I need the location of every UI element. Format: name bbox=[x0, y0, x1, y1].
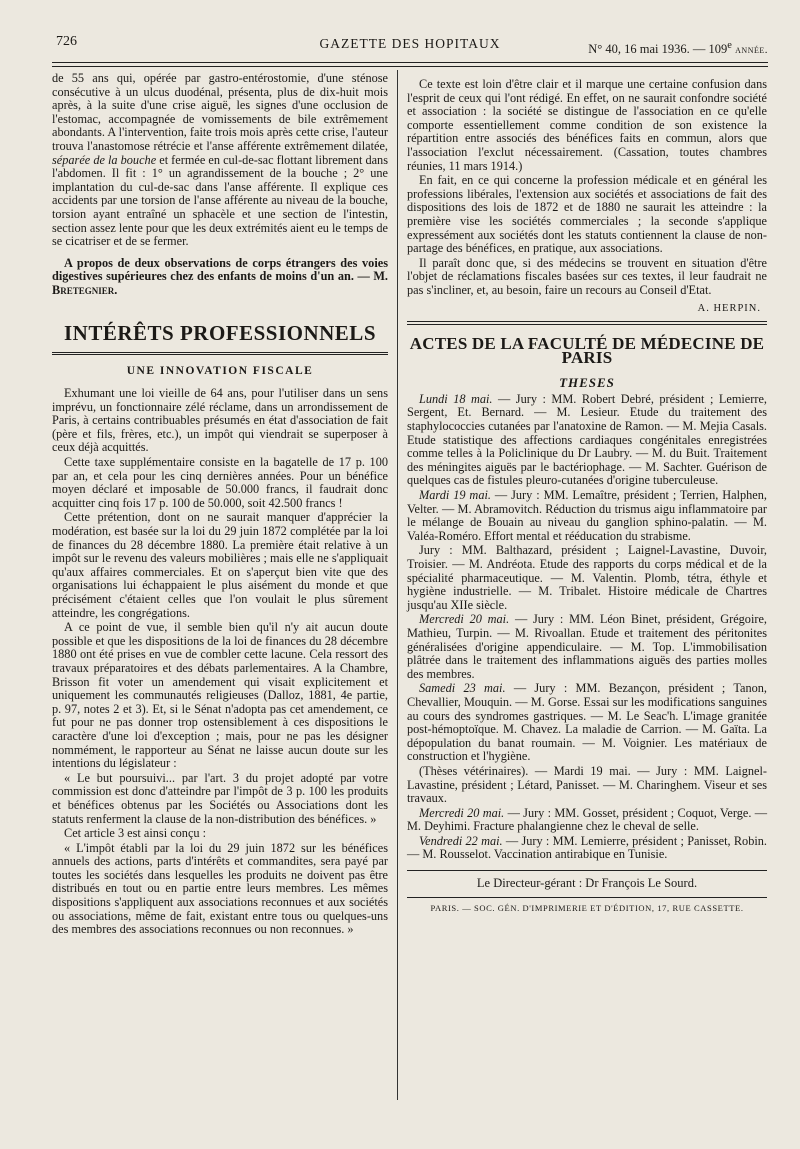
thesis-entry bbox=[407, 807, 767, 834]
communication-title bbox=[52, 257, 388, 298]
article-paragraph: En fait, en ce qui concerne la profession médicale et en général les professions libérales, l'extension aux sociétés et associations de fait des dispositions des lois de 1872 et de 1880 ne saurait les atteindre : la première vise les sociétés commerciales ; la seconde s'applique expressément aux sociétés dont les statuts contiennent la clause de non-partage des bénéfices, en pratique, aux associations. bbox=[407, 173, 767, 256]
thesis-day: Mercredi 20 mai. bbox=[419, 612, 510, 627]
article-paragraph: Cet article 3 est ainsi conçu : bbox=[64, 826, 207, 841]
issue-info bbox=[588, 40, 768, 57]
intro-italic: séparée de la bouche bbox=[52, 152, 157, 167]
thesis-day: Mardi 19 mai. bbox=[419, 488, 491, 503]
section-title-actes: ACTES DE LA FACULTÉ DE MÉDECINE DE PARIS bbox=[409, 334, 765, 367]
footer-rule bbox=[407, 870, 767, 871]
thesis-day: Mercredi 20 mai. bbox=[419, 805, 505, 820]
article-paragraph: A ce point de vue, il semble bien qu'il n'y ait aucun doute possible et que les dispositions de la loi de finances du 28 décembre 1880 ont été prises en vue de combler cette lacune. Cela ressort des travaux préparatoires et des débats parlementaires. A la Chambre, Brisson fit voter un amendement qui visait explicitement et uniquement les communautés religieuses (Dalloz, 1881, 4e partie, p. 97, notes 2 et 3). Et, si le Sénat n'adopta pas cet amendement, ce fut pour ne pas donner trop ostensiblement à ces dispositions le caractère d'une loi d'exception ; mais, pour ne pas les désigner nommément, le rapporteur au Sénat ne laisse aucun doute sur les intentions du législateur : bbox=[52, 620, 388, 771]
subsection-title: UNE INNOVATION FISCALE bbox=[126, 364, 314, 377]
thesis-text: (Thèses vétérinaires). — Mardi 19 mai. — Jury : MM. Laignel-Lavastine, président ; Létard, Panisset. — M. Charinghem. Viseur et ses travaux. bbox=[407, 763, 767, 806]
column-divider bbox=[397, 70, 398, 1100]
theses-heading: THESES bbox=[559, 375, 615, 391]
header-rule-top bbox=[52, 62, 768, 63]
thesis-day: Samedi 23 mai. bbox=[419, 681, 506, 696]
issue-year-label: année. bbox=[731, 44, 768, 57]
journal-title: GAZETTE DES HOPITAUX bbox=[319, 36, 501, 51]
page-header bbox=[52, 32, 768, 56]
article-paragraph: Cette prétention, dont on ne saurait manquer d'apprécier la modération, est basée sur la loi du 29 juin 1872 complétée par la loi de finances du 28 décembre 1880. La première était relative à un impôt sur le revenu des valeurs mobilières ; mais elle ne s'appliquait qu'aux affaires commerciales. Et on s'aperçut bien vite que des organisations lui échappaient le plus aisément du monde et que précisément c'étaient celles que l'on voulait le plus sûrement atteindre, les congrégations. bbox=[52, 510, 388, 620]
thesis-entry bbox=[407, 613, 767, 681]
article-paragraph: Exhumant une loi vieille de 64 ans, pour l'utiliser dans un sens imprévu, un fonctionnaire zélé réclame, dans un arrondissement de Paris, à certains contribuables présumés en état d'association de fait (père et fils, frères, etc.), un impôt qui viendrait se superposer à ceux déjà acquittés. bbox=[52, 386, 388, 455]
article-paragraph: Il paraît donc que, si des médecins se trouvent en situation d'être l'objet de réclamations fiscales basées sur ces textes, il leur faudrait ne pas s'incliner, et, au besoin, faire un recours au Conseil d'Etat. bbox=[407, 255, 767, 297]
right-column bbox=[407, 78, 767, 915]
intro-text-end: et fermée en cul-de-sac flottant librement dans l'abdomen. Il fit : 1° un agrandissement de la bouche ; 2° une implantation du cul-de-sac dans l'anse afférente. Il explique ces accidents par une torsion de l'anse afférente au niveau de la bouche, torsion ayant entraîné un sphacèle et une section de l'intestin, section assez lente pour que les deux extrémités aient eu le temps de se cicatriser et de se fermer. bbox=[52, 152, 388, 249]
thesis-entry bbox=[407, 682, 767, 764]
thesis-entry bbox=[407, 765, 767, 806]
thesis-text: — Jury : MM. Léon Binet, président, Grégoire, Mathieu, Turpin. — M. Rivoallan. Etude et traitement des péritonites généralisées d'origine appendiculaire. — M. Top. L'immobilisation plâtrée dans le traitement des inflammations aiguës des parties molles des membres. bbox=[407, 612, 767, 681]
issue-superscript: e bbox=[727, 40, 732, 51]
director-line: Le Directeur-gérant : Dr François Le Sourd. bbox=[476, 876, 698, 891]
article-paragraph: Ce texte est loin d'être clair et il marque une certaine confusion dans l'esprit de ceux qui l'ont rédigé. En effet, on ne saurait confondre société et association : la société se distingue de l'association en ce qu'elle comporte essentiellement comme condition de son existence la répartition entre associés des bénéfices faits en commun, alors que l'association l'exclut nécessairement. (Cassation, toutes chambres réunies, 11 mars 1914.) bbox=[407, 77, 767, 173]
thesis-text: — Jury : MM. Lemierre, président ; Panisset, Robin. — M. Rousselot. Vaccination antirabique en Tunisie. bbox=[407, 833, 767, 862]
left-column bbox=[52, 72, 388, 938]
thesis-text: — Jury : MM. Bezançon, président ; Tanon, Chevallier, Mouquin. — M. Gorse. Essai sur les modifications sanguines au cours des syndromes gastriques. — M. Le Seac'h. L'image granitée post-hémoptoïque. M. Chavez. La maladie de Carrion. — M. Gaïta. La dépopulation du banat roumain. — M. Voignier. Les matériaux de construction et l'hygiène. bbox=[407, 681, 767, 764]
printer-line: PARIS. — SOC. GÉN. D'IMPRIMERIE ET D'ÉDITION, 17, RUE CASSETTE. bbox=[430, 902, 744, 913]
article-paragraph: « L'impôt établi par la loi du 29 juin 1872 sur les bénéfices annuels des actions, parts d'intérêts et commandites, sera payé par toutes les sociétés dans lesquelles les produits ne doivent pas être distribués en tout ou en partie entre leurs membres. Les mêmes dispositions s'appliquent aux associations reconnues et aux sociétés ou associations, même de fait, existant entre tous ou quelques-uns des membres des associations reconnues ou non reconnues. » bbox=[52, 840, 388, 937]
thesis-text: — Jury : MM. Lemaître, président ; Terrien, Halphen, Velter. — M. Abramovitch. Réduction du trismus aigu inflammatoire par le mélange de Bouain au niveau du ganglion sphino-palatin. — M. Valéa-Roméro. Effort mental et rééducation du strabisme. bbox=[407, 488, 767, 543]
footer-rule-second bbox=[407, 897, 767, 898]
page-number: 726 bbox=[56, 34, 77, 49]
intro-paragraph bbox=[52, 72, 388, 249]
thesis-entry bbox=[407, 489, 767, 543]
section-title-underline bbox=[52, 352, 388, 355]
communication-title-text: A propos de deux observations de corps étrangers des voies digestives supérieures chez des enfants de moins d'un an. — M. bbox=[52, 255, 388, 284]
thesis-day: Vendredi 22 mai. bbox=[419, 833, 503, 848]
section-title-interets: INTÉRÊTS PROFESSIONNELS bbox=[63, 320, 376, 345]
header-rule-bottom bbox=[52, 66, 768, 67]
thesis-day: Lundi 18 mai. bbox=[419, 391, 493, 406]
communication-author: Bretegnier. bbox=[52, 282, 118, 297]
intro-text: de 55 ans qui, opérée par gastro-entérostomie, d'une sténose consécutive à un ulcus duodénal, présenta, plus de dix-huit mois après, à la suite d'une crise aiguë, les signes d'une occlusion de l'estomac, accompagnée de vomissements de bile extrêmement abondants. A l'intervention, faite trois mois après cette crise, l'auteur trouva l'anastomose rétrécie et l'anse afférente extrêmement dilatée, bbox=[52, 71, 388, 153]
thesis-entry bbox=[407, 544, 767, 612]
thesis-text: — Jury : MM. Gosset, président ; Coquot, Verge. — M. Deyhimi. Fracture phalangienne chez le cheval de selle. bbox=[407, 805, 767, 834]
thesis-text: — Jury : MM. Robert Debré, président ; Lemierre, Sergent, Et. Bernard. — M. Lesieur. Etude du traitement des staphylococcies cutanées par l'anatoxine de Ramon. — M. Mejia Casals. Etude statistique des affections cardiaques congénitales enregistrées comme telles à la Policlinique du Dr Laubry. — M. du Buit. Traitement des méningites aiguës par le bactériophage. — M. Sachter. Guérison de quelques cas de fistules pleuro-cutanées d'origine tuberculeuse. bbox=[407, 391, 767, 488]
thesis-entry bbox=[407, 835, 767, 862]
article-paragraph: Cette taxe supplémentaire consiste en la bagatelle de 17 p. 100 par an, et cela pour les cinq dernières années. Pour un bénéfice moyen déclaré et imposable de 50.000 francs, il faudrait donc acquitter cinq fois 17 p. 100 de 50.000, soit 42.500 francs ! bbox=[52, 455, 388, 510]
issue-number-date: N° 40, 16 mai 1936. — 109 bbox=[588, 42, 728, 57]
thesis-text: Jury : MM. Balthazard, président ; Laignel-Lavastine, Duvoir, Troisier. — M. Andréota. Etude des rapports du corps médical et de la spécialité pharmaceutique. — M. Valentin. Plomb, tétra, éthyle et hygiène industrielle. — M. Tribalet. Histoire médicale de Chartres jusqu'au XIIe siècle. bbox=[407, 543, 767, 612]
thesis-entry bbox=[407, 393, 767, 488]
article-paragraph: « Le but poursuivi... par l'art. 3 du projet adopté par votre commission est donc d'atteindre par l'impôt de 3 p. 100 les produits et bénéfices obtenus par les Sociétés ou Associations dont les statuts renferment la clause de la non-distribution des bénéfices. » bbox=[52, 770, 388, 826]
section-separator-second bbox=[407, 324, 767, 325]
section-separator bbox=[407, 321, 767, 322]
article-signature: A. HERPIN. bbox=[697, 302, 761, 314]
